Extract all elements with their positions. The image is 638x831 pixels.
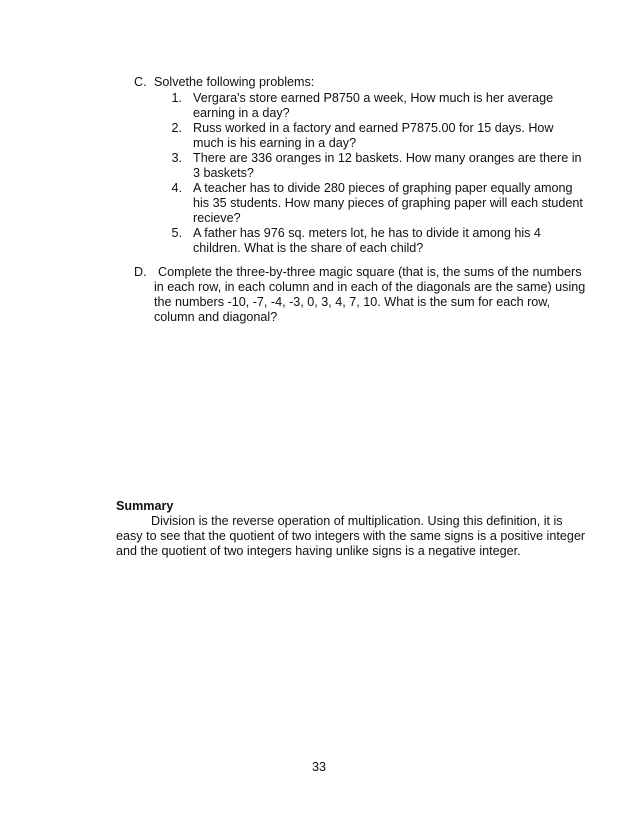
section-d-line-2: in each row, in each column and in each of the diagonals are the same) using bbox=[154, 280, 586, 294]
summary-line-2: easy to see that the quotient of two integers with the same signs is a positive integer bbox=[116, 529, 586, 543]
problem-2-line-1: Russ worked in a factory and earned P7875.00 for 15 days. How bbox=[193, 121, 554, 135]
problem-4-line-1: A teacher has to divide 280 pieces of graphing paper equally among bbox=[193, 181, 573, 195]
problem-3-line-2: 3 baskets? bbox=[193, 166, 254, 180]
problem-1-number: 1. bbox=[171, 91, 182, 105]
problem-1-line-1: Vergara's store earned P8750 a week, How much is her average bbox=[193, 91, 554, 105]
summary-heading: Summary bbox=[116, 499, 174, 513]
summary-line-3: and the quotient of two integers having unlike signs is a negative integer. bbox=[116, 544, 521, 558]
problem-4-line-2: his 35 students. How many pieces of graphing paper will each student bbox=[193, 196, 583, 210]
problem-3-number: 3. bbox=[171, 151, 182, 165]
section-d-line-3: the numbers -10, -7, -4, -3, 0, 3, 4, 7, 10. What is the sum for each row, bbox=[154, 295, 551, 309]
section-c-marker: C. bbox=[134, 75, 147, 89]
section-d-line-4: column and diagonal? bbox=[154, 310, 278, 324]
summary-line-1: Division is the reverse operation of multiplication. Using this definition, it is bbox=[151, 514, 563, 528]
problem-4-line-3: recieve? bbox=[193, 211, 241, 225]
section-c-heading: Solvethe following problems: bbox=[154, 75, 315, 89]
section-d-marker: D. bbox=[134, 265, 147, 279]
problem-2-number: 2. bbox=[171, 121, 182, 135]
problem-5-line-1: A father has 976 sq. meters lot, he has to divide it among his 4 bbox=[193, 226, 541, 240]
problem-1-line-2: earning in a day? bbox=[193, 106, 290, 120]
problem-5-number: 5. bbox=[171, 226, 182, 240]
problem-5-line-2: children. What is the share of each child? bbox=[193, 241, 424, 255]
page-number: 33 bbox=[311, 760, 326, 774]
problem-3-line-1: There are 336 oranges in 12 baskets. How many oranges are there in bbox=[193, 151, 582, 165]
problem-2-line-2: much is his earning in a day? bbox=[193, 136, 357, 150]
section-d-line-1: Complete the three-by-three magic square (that is, the sums of the numbers bbox=[158, 265, 582, 279]
problem-4-number: 4. bbox=[171, 181, 182, 195]
